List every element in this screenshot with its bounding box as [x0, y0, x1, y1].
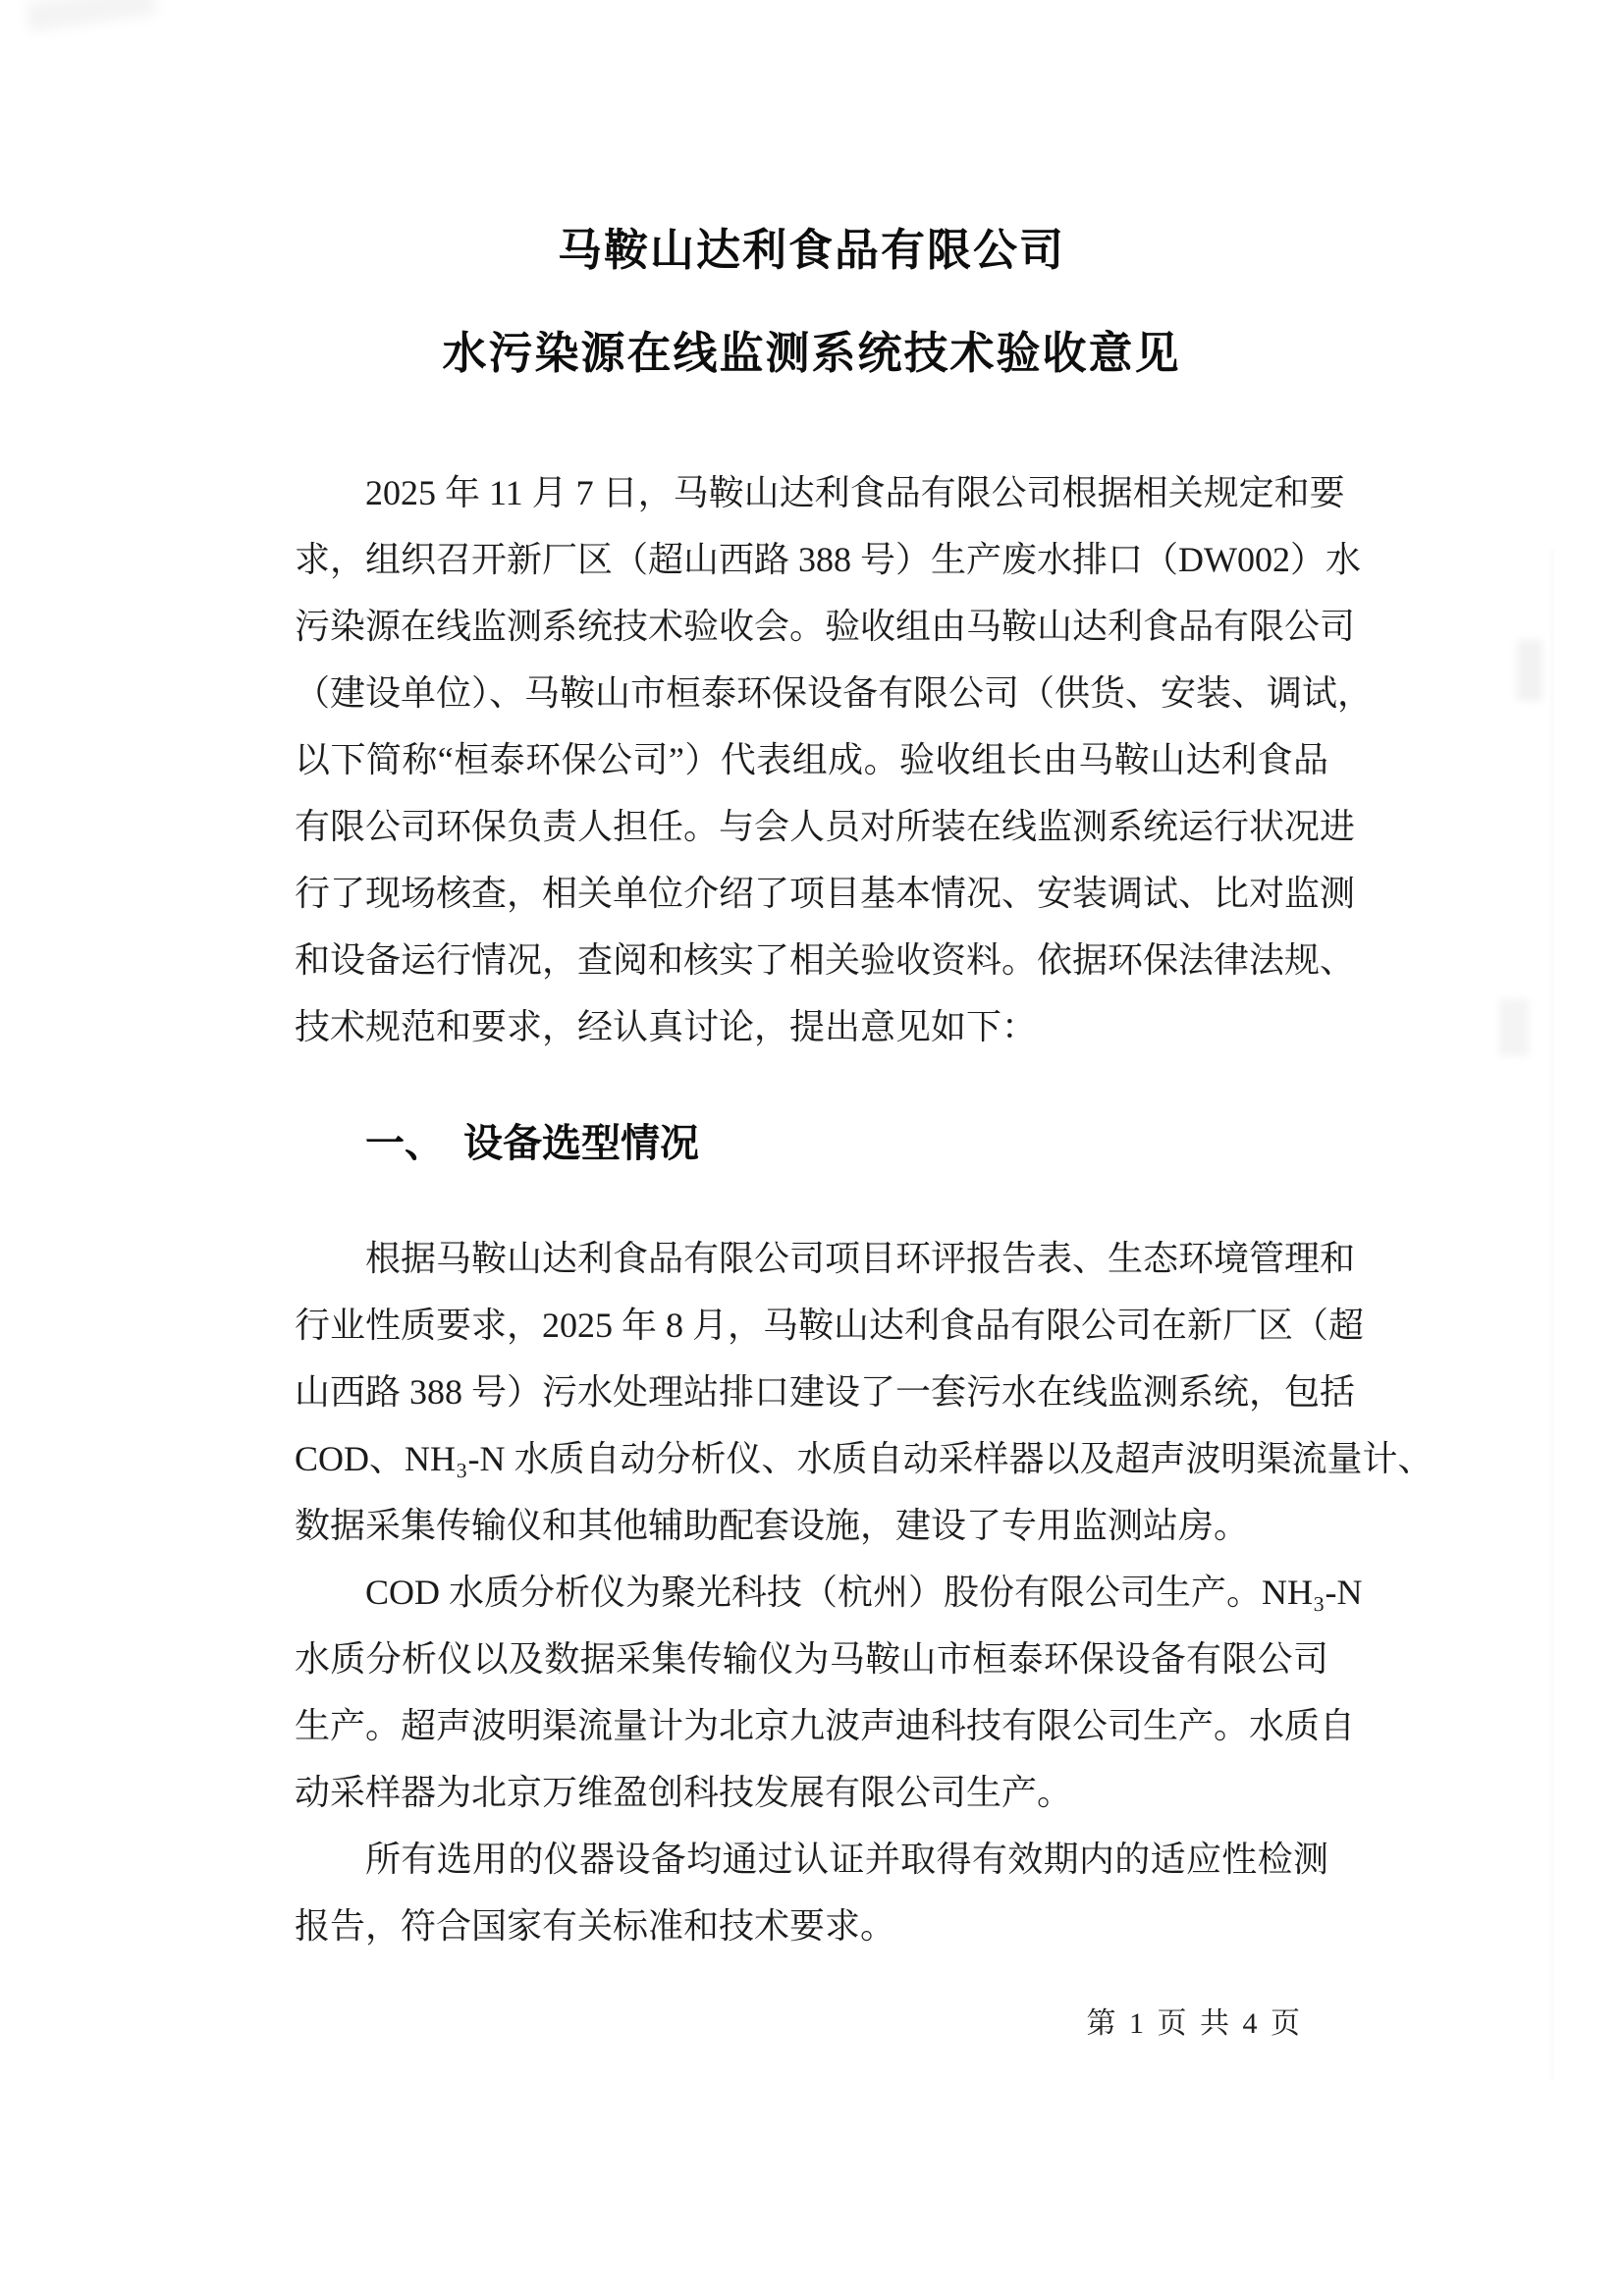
body-line: 以下简称“桓泰环保公司”）代表组成。验收组长由马鞍山达利食品: [295, 740, 1328, 779]
body-line: 山西路 388 号）污水处理站排口建设了一套污水在线监测系统，包括: [295, 1372, 1356, 1412]
body-line: 动采样器为北京万维盈创科技发展有限公司生产。: [295, 1773, 1073, 1812]
paragraph-system-construction: [295, 1225, 1434, 1559]
body-line: （建设单位）、马鞍山市桓泰环保设备有限公司（供货、安装、调试，: [295, 673, 1374, 713]
paragraph-manufacturers: [295, 1559, 1363, 1826]
section-heading-equipment-selection: 一、 设备选型情况: [365, 1122, 699, 1165]
body-line: 行业性质要求，2025 年 8 月，马鞍山达利食品有限公司在新厂区（超: [295, 1306, 1365, 1345]
body-line: 2025 年 11 月 7 日，马鞍山达利食品有限公司根据相关规定和要: [365, 473, 1345, 512]
body-line: 有限公司环保负责人担任。与会人员对所装在线监测系统运行状况进: [295, 807, 1356, 846]
scan-artifact: [1551, 550, 1553, 2081]
document-body: [295, 0, 1434, 2044]
doc-title-subject: 水污染源在线监测系统技术验收意见: [442, 328, 1181, 378]
body-line: 报告，符合国家有关标准和技术要求。: [295, 1906, 896, 1946]
scan-artifact: [1499, 999, 1529, 1056]
scan-artifact: [27, 0, 157, 32]
body-line: 和设备运行情况，查阅和核实了相关验收资料。依据环保法律法规、: [295, 940, 1356, 980]
body-line: 求，组织召开新厂区（超山西路 388 号）生产废水排口（DW002）水: [295, 540, 1361, 579]
body-line: 技术规范和要求，经认真讨论，提出意见如下：: [295, 1007, 1038, 1046]
doc-title-company: 马鞍山达利食品有限公司: [557, 225, 1065, 275]
body-line: 生产。超声波明渠流量计为北京九波声迪科技有限公司生产。水质自: [295, 1706, 1356, 1745]
body-line: 根据马鞍山达利食品有限公司项目环评报告表、生态环境管理和: [365, 1239, 1356, 1278]
body-line: COD 水质分析仪为聚光科技（杭州）股份有限公司生产。NH₃-N: [365, 1573, 1363, 1612]
body-line: COD、NH₃-N 水质自动分析仪、水质自动采样器以及超声波明渠流量计、: [295, 1439, 1434, 1478]
body-line: 所有选用的仪器设备均通过认证并取得有效期内的适应性检测: [365, 1840, 1328, 1879]
body-line: 污染源在线监测系统技术验收会。验收组由马鞍山达利食品有限公司: [295, 607, 1356, 646]
body-line: 数据采集传输仪和其他辅助配套设施，建设了专用监测站房。: [295, 1506, 1250, 1545]
body-line: 水质分析仪以及数据采集传输仪为马鞍山市桓泰环保设备有限公司: [295, 1639, 1328, 1679]
paragraph-intro: [295, 459, 1374, 1060]
body-line: 行了现场核查，相关单位介绍了项目基本情况、安装调试、比对监测: [295, 874, 1356, 913]
page-number: 第 1 页 共 4 页: [1086, 2007, 1303, 2040]
scan-artifact: [1517, 640, 1542, 701]
paragraph-certification: [295, 1826, 1328, 1959]
